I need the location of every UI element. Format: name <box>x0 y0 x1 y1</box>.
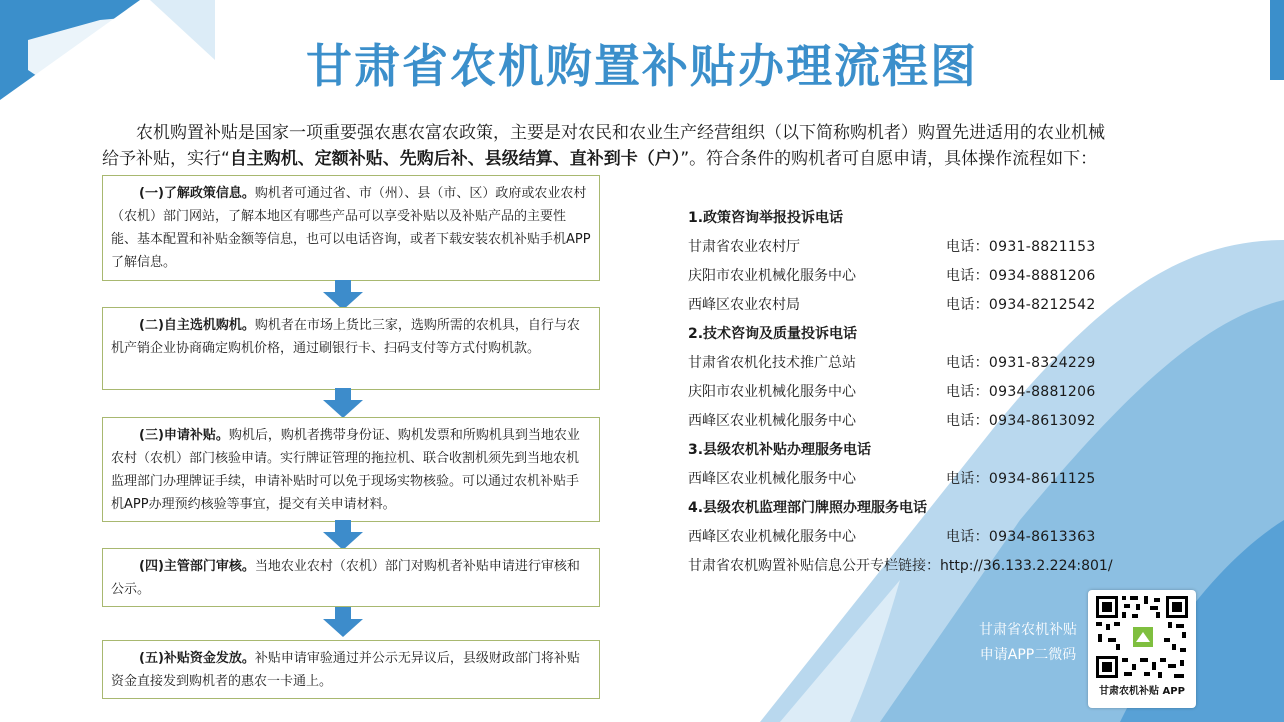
down-arrow-icon <box>323 280 363 310</box>
contact-org: 西峰区农业机械化服务中心 <box>688 471 856 487</box>
step-1-box <box>102 175 600 281</box>
contact-phone: 电话：0931-8821153 <box>946 239 1096 255</box>
qr-caption-line1: 甘肃省农机补贴 <box>979 622 1077 638</box>
contact-org: 西峰区农业机械化服务中心 <box>688 529 856 545</box>
step-3-box <box>102 417 600 522</box>
contact-row <box>688 262 1228 291</box>
qr-code-card[interactable] <box>1088 590 1196 708</box>
step-4-box <box>102 548 600 607</box>
contact-phone: 电话：0934-8611125 <box>946 471 1096 487</box>
step-3-head: (三)申请补贴。 <box>139 428 229 443</box>
qr-caption <box>966 618 1090 668</box>
contact-row <box>688 291 1228 320</box>
info-link[interactable]: 甘肃省农机购置补贴信息公开专栏链接：http://36.133.2.224:801/ <box>688 558 1113 574</box>
contact-section-4-title: 4.县级农机监理部门牌照办理服务电话 <box>688 500 928 516</box>
contact-section-2-title: 2.技术咨询及质量投诉电话 <box>688 326 858 342</box>
contact-phone: 电话：0934-8212542 <box>946 297 1096 313</box>
contact-org: 甘肃省农业农村厅 <box>688 239 800 255</box>
intro-line2-prefix: 给予补贴，实行“ <box>102 149 230 169</box>
contact-row <box>688 233 1228 262</box>
qr-caption-line2: 申请APP二微码 <box>979 647 1077 663</box>
contact-phone: 电话：0931-8324229 <box>946 355 1096 371</box>
down-arrow-icon <box>323 607 363 637</box>
contact-row <box>688 349 1228 378</box>
contact-phone: 电话：0934-8881206 <box>946 268 1096 284</box>
page-title: 甘肃省农机购置补贴办理流程图 <box>306 39 978 93</box>
contact-section-3-title: 3.县级农机补贴办理服务电话 <box>688 442 872 458</box>
contact-row <box>688 523 1228 552</box>
step-4-body: 当地农业农村（农机）部门对购机者补贴申请进行审核和公示。 <box>111 559 580 597</box>
contact-org: 西峰区农业农村局 <box>688 297 800 313</box>
contact-section-1-title: 1.政策咨询举报投诉电话 <box>688 210 844 226</box>
down-arrow-icon <box>323 388 363 418</box>
contact-phone: 电话：0934-8613092 <box>946 413 1096 429</box>
contact-phone: 电话：0934-8613363 <box>946 529 1096 545</box>
qr-code-icon <box>1094 594 1190 680</box>
contact-row <box>688 407 1228 436</box>
intro-policy-bold: 自主购机、定额补贴、先购后补、县级结算、直补到卡（户） <box>229 149 681 169</box>
qr-app-label: 甘肃农机补贴 APP <box>1099 686 1185 697</box>
step-3-body: 购机后，购机者携带身份证、购机发票和所购机具到当地农业农村（农机）部门核验申请。实行牌证管理的拖拉机、联合收割机须先到当地农机监理部门办理牌证手续，申请补贴时可以免于现场实物核验。可以通过农机补贴手机APP办理预约核验等事宜，提交有关申请材料。 <box>111 428 580 512</box>
intro-line1: 农机购置补贴是国家一项重要强农惠农富农政策，主要是对农民和农业生产经营组织（以下简称购机者）购置先进适用的农业机械 <box>136 123 1105 143</box>
contact-org: 西峰区农业机械化服务中心 <box>688 413 856 429</box>
step-1-head: (一)了解政策信息。 <box>139 186 255 201</box>
contact-row <box>688 465 1228 494</box>
contact-org: 庆阳市农业机械化服务中心 <box>688 268 856 284</box>
step-4-head: (四)主管部门审核。 <box>139 559 255 574</box>
step-5-head: (五)补贴资金发放。 <box>139 651 255 666</box>
contact-row <box>688 378 1228 407</box>
intro-paragraph <box>102 120 1222 172</box>
step-2-box <box>102 307 600 390</box>
contact-phone: 电话：0934-8881206 <box>946 384 1096 400</box>
step-1-body: 购机者可通过省、市（州）、县（市、区）政府或农业农村（农机）部门网站，了解本地区有哪些产品可以享受补贴以及补贴产品的主要性能、基本配置和补贴金额等信息，也可以电话咨询，或者下载安装农机补贴手机APP了解信息。 <box>111 186 591 270</box>
step-5-box <box>102 640 600 699</box>
contact-org: 甘肃省农机化技术推广总站 <box>688 355 856 371</box>
contact-list <box>688 204 1228 581</box>
down-arrow-icon <box>323 520 363 550</box>
intro-line2-suffix: ”。符合条件的购机者可自愿申请，具体操作流程如下： <box>680 149 1098 169</box>
contact-org: 庆阳市农业机械化服务中心 <box>688 384 856 400</box>
step-2-head: (二)自主选机购机。 <box>139 318 255 333</box>
step-5-body: 补贴申请审验通过并公示无异议后，县级财政部门将补贴资金直接发到购机者的惠农一卡通上。 <box>111 651 580 689</box>
step-2-body: 购机者在市场上货比三家，选购所需的农机具，自行与农机产销企业协商确定购机价格，通过刷银行卡、扫码支付等方式付购机款。 <box>111 318 580 356</box>
